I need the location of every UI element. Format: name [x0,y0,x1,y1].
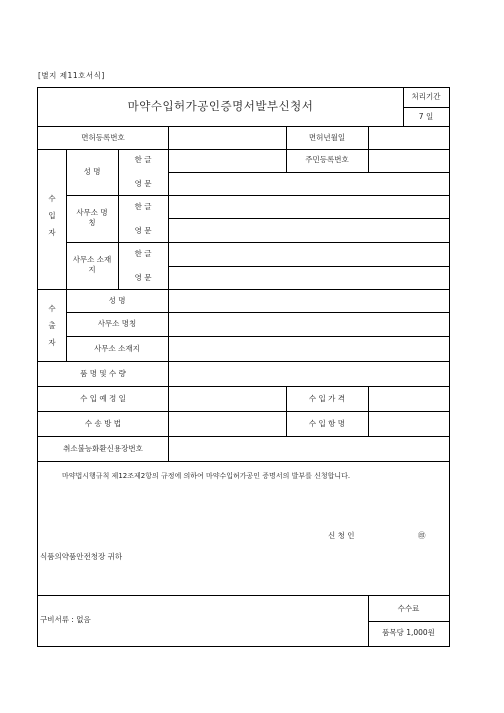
license-date-label: 면허년월일 [308,133,346,142]
required-documents: 구비서류 : 없음 [40,615,91,624]
seal-mark: ㊞ [418,531,426,540]
addressee: 식품의약품안전청장 귀하 [40,552,123,561]
application-form [37,87,450,647]
license-number-label: 면허등록번호 [81,133,125,142]
applicant-label: 신 청 인 [328,531,355,540]
import-price-label: 수 입 가 격 [308,394,346,403]
importer-section-label: 수입자 [48,194,56,237]
exporter-section-label: 수출자 [48,304,56,347]
importer-office-name-korean-label: 한 글 [134,202,152,211]
importer-office-name-english-label: 영 문 [134,226,152,235]
importer-office-address-korean-label: 한 글 [134,249,152,258]
importer-office-address-label: 사무소 소재지 [72,255,112,274]
exporter-office-name-label: 사무소 명칭 [97,319,137,328]
form-id: [별지 제11호서식] [38,71,105,80]
import-port-label: 수 입 항 명 [308,419,346,428]
importer-office-address-english-label: 영 문 [134,273,152,282]
importer-name-label: 성 명 [83,167,101,176]
importer-name-english-label: 영 문 [134,179,152,188]
processing-period-value: 7 일 [418,112,434,121]
application-statement: 마약법시행규칙 제12조제2항의 규정에 의하여 마약수입허가공인 증명서의 발부를 신청합니다. [62,472,351,480]
importer-name-korean-label: 한 글 [134,155,152,164]
exporter-office-address-label: 사무소 소재지 [94,344,140,353]
planned-import-date-label: 수 입 예 정 일 [80,394,126,403]
item-quantity-label: 품 명 및 수 량 [80,369,126,378]
form-title: 마약수입허가공인증명서발부신청서 [127,99,314,113]
resident-number-label: 주민등록번호 [305,155,349,164]
processing-period-label: 처리기간 [411,92,441,101]
fee-label: 수수료 [397,604,420,613]
transport-method-label: 수 송 방 법 [84,419,122,428]
fee-value: 품목당 1,000원 [382,628,435,637]
letter-of-credit-number-label: 취소불능화환신용장번호 [63,444,143,453]
importer-office-name-label: 사무소 명 칭 [76,208,108,227]
exporter-name-label: 성 명 [108,296,126,305]
